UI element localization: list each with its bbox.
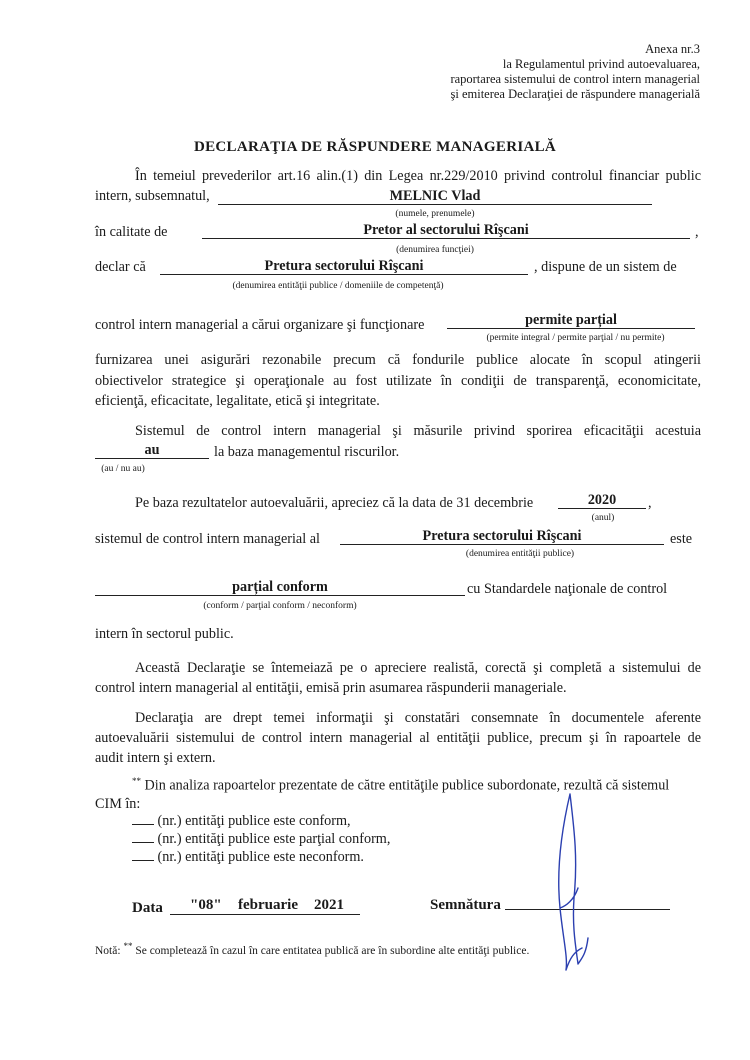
conformity-field: parțial conform [95, 579, 465, 596]
role-prefix: în calitate de [95, 224, 168, 240]
annex-line-1: Anexa nr.3 [645, 42, 700, 56]
basis-line-2: control intern managerial al entităţii, emisă prin asumarea răspunderii manageriale. [95, 680, 567, 696]
date-label: Data [132, 900, 163, 916]
sources-line-1: Declaraţia are drept temei informaţii şi constatări consemnate în documentele aferente [135, 710, 701, 726]
note-marker: ** [123, 941, 133, 951]
date-field [170, 897, 360, 915]
assessment-entity-field: Pretura sectorului Rîşcani [340, 528, 664, 545]
subordinate-text: Din analiza rapoartelor prezentate de către entităţile publice subordonate, rezultă că sistemul [144, 777, 670, 794]
count-blank [132, 830, 154, 843]
risk-suffix: la baza managementul riscurilor. [214, 444, 400, 460]
annex-line-3: raportarea sistemului de control intern managerial [450, 72, 700, 86]
assessment-line-1: Pe baza rezultatelor autoevaluării, apreciez că la data de 31 decembrie [135, 495, 534, 511]
declare-prefix: declar că [95, 259, 146, 275]
note-prefix: Notă: [95, 944, 121, 957]
para-line-2: obiectivelor strategice şi operaţionale au fost utilizate în condiţii de transparenţă, economicitate, [95, 373, 701, 389]
org-field: permite parțial [447, 312, 695, 329]
annex-line-4: şi emiterea Declaraţiei de răspundere managerială [450, 87, 700, 101]
note-text: Se completează în cazul în care entitatea publică are în subordine alte entităţi publice. [135, 944, 530, 957]
system-suffix: este [670, 531, 693, 547]
assessment-last-line: intern în sectorul public. [95, 626, 234, 642]
entity-caption: (denumirea entităţii publice / domeniile de competenţă) [232, 281, 444, 291]
subordinate-line-2: CIM în: [95, 796, 141, 812]
name-field: MELNIC Vlad [218, 188, 652, 205]
subordinate-item-text: (nr.) entităţi publice este parţial conform, [157, 831, 391, 847]
intro-line-1: În temeiul prevederilor art.16 alin.(1) din Legea nr.229/2010 privind controlul financiar public [135, 168, 701, 184]
conformity-suffix: cu Standardele naţionale de control [467, 581, 668, 597]
risk-field: au [95, 442, 209, 459]
handwritten-signature [548, 788, 590, 978]
org-prefix: control intern managerial a cărui organizare şi funcţionare [95, 317, 425, 333]
date-year: 2021 [314, 897, 344, 913]
footnote [95, 941, 529, 957]
para-line-3: eficienţă, eficacitate, legalitate, etică şi integritate. [95, 393, 380, 409]
subordinate-item-nonconform [132, 848, 364, 866]
sources-line-3: audit intern şi extern. [95, 750, 216, 766]
risk-caption: (au / nu au) [101, 464, 145, 474]
role-field: Pretor al sectorului Rîşcani [202, 222, 690, 239]
annex-line-2: la Regulamentul privind autoevaluarea, [502, 57, 700, 71]
name-caption: (numele, prenumele) [395, 209, 475, 219]
date-day: "08" [190, 897, 222, 913]
intro-line-2-prefix: intern, subsemnatul, [95, 188, 210, 204]
document-title: DECLARAŢIA DE RĂSPUNDERE MANAGERIALĂ [193, 139, 557, 155]
count-blank [132, 848, 154, 861]
role-caption: (denumirea funcţiei) [396, 245, 474, 255]
year-field: 2020 [558, 492, 646, 509]
year-caption: (anul) [591, 513, 615, 523]
date-month: februarie [238, 897, 298, 913]
sources-line-2: autoevaluării sistemului de control intern managerial al entităţii publice, precum şi în rapoartele de [95, 730, 701, 746]
subordinate-marker: ** [132, 776, 141, 786]
basis-line-1: Această Declaraţie se întemeiază pe o apreciere realistă, corectă şi completă a sistemului de [135, 660, 701, 676]
system-prefix: sistemul de control intern managerial al [95, 531, 320, 547]
subordinate-item-conform [132, 812, 351, 830]
signature-label: Semnătura [430, 897, 501, 913]
subordinate-item-text: (nr.) entităţi publice este neconform. [157, 849, 364, 865]
org-caption: (permite integral / permite parţial / nu permite) [486, 333, 665, 343]
count-blank [132, 812, 154, 825]
subordinate-item-partial [132, 830, 390, 848]
role-suffix: , [695, 224, 699, 240]
subordinate-item-text: (nr.) entităţi publice este conform, [157, 813, 351, 829]
para-line-1: furnizarea unei asigurări rezonabile precum că fondurile publice alocate în scopul atingerii [95, 352, 701, 368]
assessment-entity-caption: (denumirea entităţii publice) [465, 549, 575, 559]
conformity-caption: (conform / parţial conform / neconform) [203, 601, 357, 611]
year-suffix: , [648, 495, 652, 511]
annex-reference [450, 42, 700, 102]
declare-suffix: , dispune de un sistem de [534, 259, 677, 275]
entity-field: Pretura sectorului Rîşcani [160, 258, 528, 275]
risk-line-1: Sistemul de control intern managerial şi măsurile privind sporirea eficacităţii acestuia [135, 423, 701, 439]
